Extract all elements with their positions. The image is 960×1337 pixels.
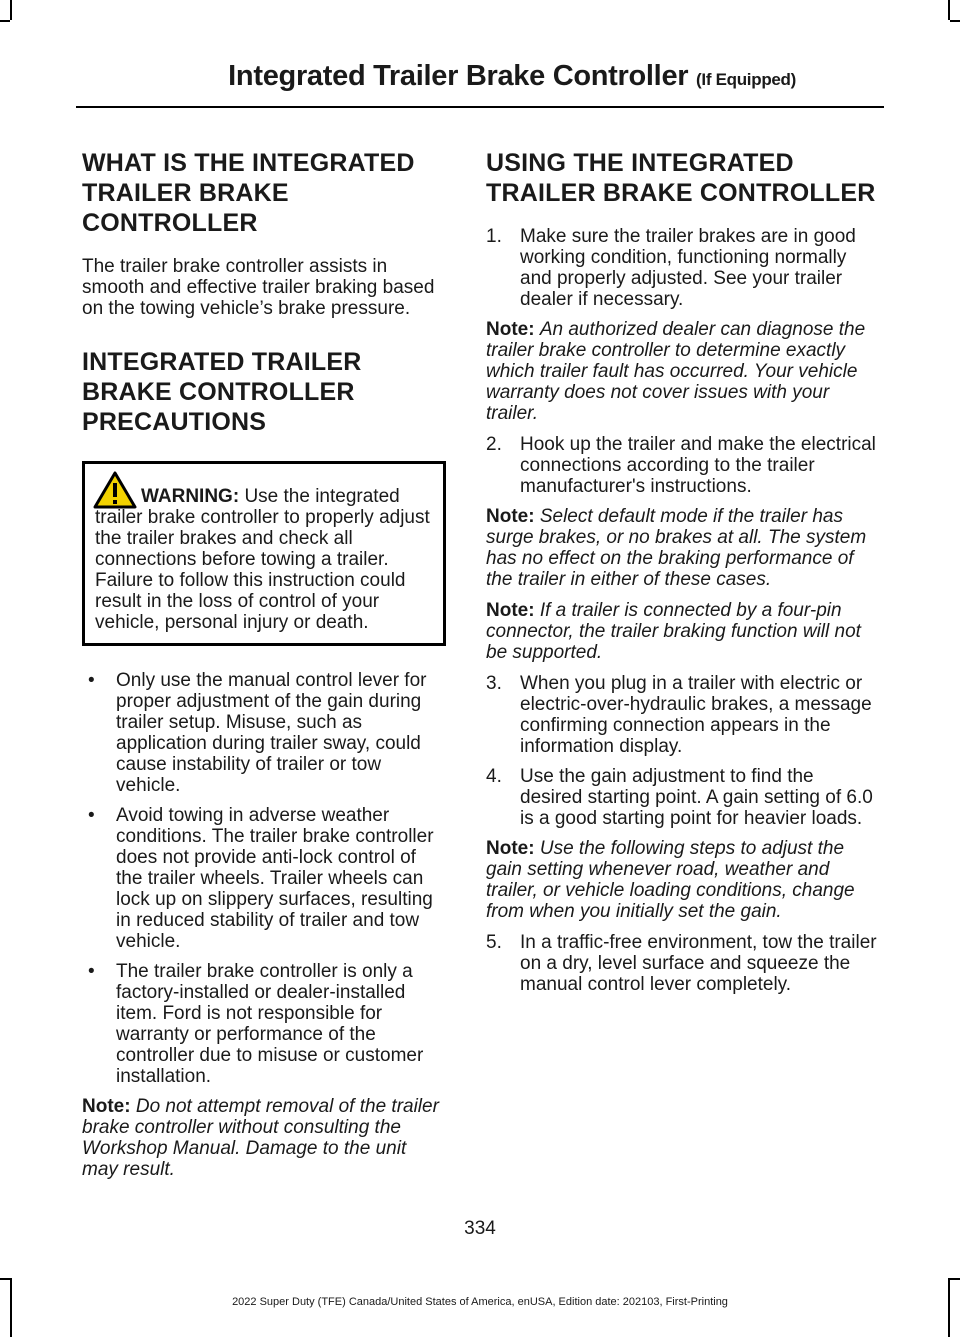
list-item bbox=[82, 961, 446, 1087]
step-number: 3. bbox=[486, 673, 502, 694]
page-title-main: Integrated Trailer Brake Controller bbox=[228, 60, 689, 92]
page-title-suffix: (If Equipped) bbox=[696, 70, 796, 89]
step-number: 2. bbox=[486, 434, 502, 455]
step-item bbox=[486, 766, 879, 829]
list-item-text: Only use the manual control lever for proper adjustment of the gain during trailer setup. Misuse, such as application during trailer sway, could cause instability of trailer or tow vehicle. bbox=[116, 670, 427, 796]
crop-mark bbox=[10, 0, 12, 20]
section-heading-precautions: INTEGRATED TRAILER BRAKE CONTROLLER PRECAUTIONS bbox=[82, 348, 362, 436]
right-column bbox=[486, 148, 879, 1004]
warning-text: Use the integrated trailer brake controller to properly adjust the trailer brakes and check all connections before towing a trailer. Failure to follow this instruction could result in the loss of control of your vehicle, personal injury or death. bbox=[95, 486, 430, 633]
step-text: Make sure the trailer brakes are in good working condition, functioning normally and properly adjusted. See your trailer dealer if necessary. bbox=[520, 226, 856, 310]
step-item bbox=[486, 932, 879, 995]
section-heading-what-is: WHAT IS THE INTEGRATED TRAILER BRAKE CONTROLLER bbox=[82, 149, 415, 237]
step-text: When you plug in a trailer with electric or electric-over-hydraulic brakes, a message confirming connection appears in the information display. bbox=[520, 673, 872, 757]
list-item bbox=[82, 805, 446, 952]
note-text: Use the following steps to adjust the gain setting whenever road, weather and trailer, or vehicle loading conditions, change from when you initially set the gain. bbox=[486, 838, 855, 922]
note-text: Do not attempt removal of the trailer brake controller without consulting the Workshop Manual. Damage to the unit may result. bbox=[82, 1096, 439, 1180]
step-number: 1. bbox=[486, 226, 502, 247]
step-item bbox=[486, 226, 879, 310]
bullet-marker: • bbox=[88, 805, 95, 826]
warning-box bbox=[82, 461, 446, 646]
note-label: Note: bbox=[486, 319, 535, 340]
steps-list-5 bbox=[486, 932, 879, 995]
note-label: Note: bbox=[486, 506, 535, 527]
note-four-pin bbox=[486, 600, 879, 663]
crop-mark bbox=[948, 0, 950, 20]
page-number: 334 bbox=[464, 1218, 496, 1239]
note-label: Note: bbox=[486, 838, 535, 859]
precautions-list bbox=[82, 670, 446, 1087]
step-item bbox=[486, 673, 879, 757]
page-header bbox=[76, 54, 884, 108]
note-text: If a trailer is connected by a four-pin connector, the trailer braking function will not be supported. bbox=[486, 600, 861, 663]
left-column bbox=[82, 148, 446, 1190]
note-text: An authorized dealer can diagnose the trailer brake controller to determine exactly which trailer fault has occurred. Your vehicle warranty does not cover issues with your trailer. bbox=[486, 319, 866, 424]
steps-list-2 bbox=[486, 434, 879, 497]
note-label: Note: bbox=[82, 1096, 131, 1117]
bullet-marker: • bbox=[88, 961, 95, 982]
page-title bbox=[228, 60, 796, 93]
bullet-marker: • bbox=[88, 670, 95, 691]
crop-mark bbox=[950, 1278, 960, 1280]
crop-mark bbox=[0, 20, 10, 22]
step-text: Use the gain adjustment to find the desired starting point. A gain setting of 6.0 is a good starting point for heavier loads. bbox=[520, 766, 873, 829]
note-default-mode bbox=[486, 506, 879, 590]
crop-mark bbox=[0, 1278, 10, 1280]
step-number: 5. bbox=[486, 932, 502, 953]
step-number: 4. bbox=[486, 766, 502, 787]
note-dealer bbox=[486, 319, 879, 424]
list-item-text: The trailer brake controller is only a factory-installed or dealer-installed item. Ford is not responsible for warranty or performance of the controller due to misuse or customer installation. bbox=[116, 961, 424, 1087]
step-text: Hook up the trailer and make the electrical connections according to the trailer manufacturer's instructions. bbox=[520, 434, 876, 497]
note-removal bbox=[82, 1096, 446, 1180]
warning-label: WARNING: bbox=[141, 486, 240, 507]
note-text: Select default mode if the trailer has surge brakes, or no brakes at all. The system has no effect on the braking performance of the trailer in either of these cases. bbox=[486, 506, 867, 590]
intro-paragraph: The trailer brake controller assists in smooth and effective trailer braking based on the towing vehicle’s brake pressure. bbox=[82, 256, 435, 319]
footer-edition: 2022 Super Duty (TFE) Canada/United States of America, enUSA, Edition date: 202103, First-Printing bbox=[232, 1296, 728, 1308]
note-gain-steps bbox=[486, 838, 879, 922]
step-item bbox=[486, 434, 879, 497]
crop-mark bbox=[950, 20, 960, 22]
warning-triangle-icon bbox=[93, 470, 137, 510]
list-item-text: Avoid towing in adverse weather conditions. The trailer brake controller does not provide anti-lock control of the trailer wheels. Trailer wheels can lock up on slippery surfaces, resulting in reduced stability of trailer and tow vehicle. bbox=[116, 805, 434, 952]
steps-list-1 bbox=[486, 226, 879, 310]
list-item bbox=[82, 670, 446, 796]
section-heading-using: USING THE INTEGRATED TRAILER BRAKE CONTROLLER bbox=[486, 149, 876, 207]
note-label: Note: bbox=[486, 600, 535, 621]
step-text: In a traffic-free environment, tow the trailer on a dry, level surface and squeeze the manual control lever completely. bbox=[520, 932, 877, 995]
steps-list-3 bbox=[486, 673, 879, 829]
